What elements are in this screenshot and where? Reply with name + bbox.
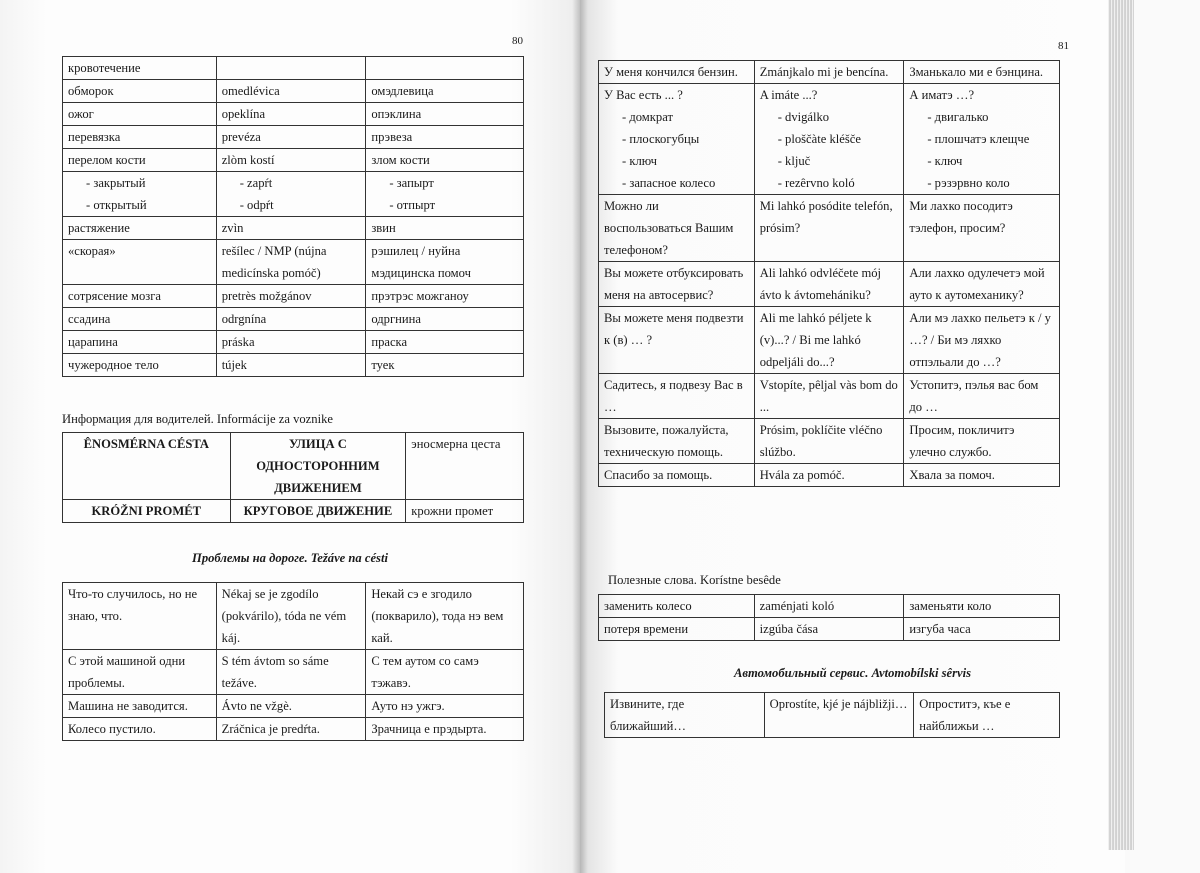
cell: Nékaj se je zgodílo (pokvárilo), tóda ne vém káj. — [216, 583, 366, 650]
cell — [216, 57, 366, 80]
cell: Просим, покличитэ улечно службо. — [904, 419, 1060, 464]
cell: rešílec / NMP (nújna medicínska pomóč) — [216, 240, 366, 285]
cell: Prósim, poklíčite vléčno slúžbo. — [754, 419, 904, 464]
cell-text: - ključ — [777, 154, 811, 168]
right-page — [580, 0, 1125, 873]
table-row — [63, 217, 524, 240]
cell-text: - двигалько — [927, 110, 989, 124]
cell: práska — [216, 331, 366, 354]
sign-cell: ÊNOSMÉRNA CÉSTA — [63, 433, 231, 500]
cell: zvìn — [216, 217, 366, 240]
cell: ссадина — [63, 308, 217, 331]
table-row — [63, 103, 524, 126]
sign-cell: КРУГОВОЕ ДВИЖЕНИЕ — [230, 500, 406, 523]
cell — [599, 84, 755, 195]
cell: У меня кончился бензин. — [599, 61, 755, 84]
table-row — [63, 331, 524, 354]
cell: заменить колесо — [599, 595, 755, 618]
sign-cell: УЛИЦА С ОДНОСТОРОННИМ ДВИЖЕНИЕМ — [230, 433, 406, 500]
cell-text: - рэзэрвно коло — [927, 176, 1010, 190]
page-number-left: 80 — [512, 35, 523, 47]
cell: Mi lahkó posódite telefón, prósim? — [754, 195, 904, 262]
cell-text: - отпырт — [389, 198, 436, 212]
cell: перевязка — [63, 126, 217, 149]
cell: Ávto ne vžgè. — [216, 695, 366, 718]
cell: tújek — [216, 354, 366, 377]
cell: звин — [366, 217, 524, 240]
table-row — [63, 354, 524, 377]
cell: omedlévica — [216, 80, 366, 103]
cell: Ali me lahkó péljete k (v)...? / Bi me lahkó odpeljáli do...? — [754, 307, 904, 374]
cell: Ми лахко посодитэ тэлефон, просим? — [904, 195, 1060, 262]
cell: рэшилец / нуйна мэдицинска помоч — [366, 240, 524, 285]
cell: омэдлевица — [366, 80, 524, 103]
cell: S tém ávtom so sáme težáve. — [216, 650, 366, 695]
phrases-table — [598, 60, 1060, 487]
cell: Али лахко одулечетэ мой ауто к аутомеханику? — [904, 262, 1060, 307]
cell: Зманькало ми е бэнцина. — [904, 61, 1060, 84]
cell: opeklína — [216, 103, 366, 126]
useful-words-table — [598, 594, 1060, 641]
cell-text: - домкрат — [622, 110, 673, 124]
table-row — [63, 149, 524, 172]
cell-text: - запасное колесо — [622, 176, 716, 190]
table-row — [63, 80, 524, 103]
table-row — [599, 307, 1060, 374]
book-spine-shadow — [572, 0, 588, 873]
table-row — [605, 693, 1060, 738]
cell: Вы можете отбуксировать меня на автосервис? — [599, 262, 755, 307]
table-row — [63, 57, 524, 80]
cell: Вы можете меня подвезти к (в) … ? — [599, 307, 755, 374]
cell — [366, 172, 524, 217]
page-edges — [1108, 0, 1134, 850]
table-row — [63, 308, 524, 331]
cell: «скорая» — [63, 240, 217, 285]
sign-cell: крожни промет — [406, 500, 524, 523]
cell-text: - ploščàte kléšče — [777, 132, 861, 146]
cell: обморок — [63, 80, 217, 103]
cell-text: У Вас есть ... ? — [604, 88, 683, 102]
cell: праска — [366, 331, 524, 354]
cell-text: - ключ — [927, 154, 963, 168]
table-row — [63, 172, 524, 217]
cell: опэклина — [366, 103, 524, 126]
cell: растяжение — [63, 217, 217, 240]
cell: изгуба часа — [904, 618, 1060, 641]
table-row — [63, 240, 524, 285]
cell: одргнина — [366, 308, 524, 331]
cell: Зрачница е прэдырта. — [366, 718, 524, 741]
cell-text: А иматэ …? — [909, 88, 975, 102]
cell: прэтрэс можганоу — [366, 285, 524, 308]
table-row — [63, 583, 524, 650]
cell-text: A imáte ...? — [759, 88, 818, 102]
cell: Oprostíte, kjé je nájbližji… — [764, 693, 914, 738]
cell: odrgnína — [216, 308, 366, 331]
cell: туек — [366, 354, 524, 377]
cell — [754, 84, 904, 195]
table-row — [63, 650, 524, 695]
cell: Хвала за помоч. — [904, 464, 1060, 487]
cell: Ali lahkó odvléčete mój ávto k ávtomehániku? — [754, 262, 904, 307]
table-row — [599, 618, 1060, 641]
cell: чужеродное тело — [63, 354, 217, 377]
cell — [366, 57, 524, 80]
cell: заменьяти коло — [904, 595, 1060, 618]
cell: Ауто нэ ужгэ. — [366, 695, 524, 718]
table-row — [63, 433, 524, 500]
table-row — [599, 61, 1060, 84]
cell: Спасибо за помощь. — [599, 464, 755, 487]
cell-text: - плошчатэ клещче — [927, 132, 1030, 146]
table-row — [63, 500, 524, 523]
cell-text: - rezêrvno koló — [777, 176, 855, 190]
cell — [904, 84, 1060, 195]
cell: сотрясение мозга — [63, 285, 217, 308]
useful-words-heading: Полезные слова. Korístne besêde — [608, 573, 781, 587]
cell: Машина не заводится. — [63, 695, 217, 718]
cell: потеря времени — [599, 618, 755, 641]
table-row — [599, 595, 1060, 618]
sign-cell: эносмерна цеста — [406, 433, 524, 500]
cell: прэвеза — [366, 126, 524, 149]
table-row — [599, 84, 1060, 195]
cell: Что-то случилось, но не знаю, что. — [63, 583, 217, 650]
cell — [216, 172, 366, 217]
cell: Vstopíte, pêljal vàs bom do ... — [754, 374, 904, 419]
cell-text: - плоскогубцы — [622, 132, 700, 146]
table-row — [63, 718, 524, 741]
cell-text: - открытый — [86, 198, 147, 212]
cell: С тем аутом со самэ тэжавэ. — [366, 650, 524, 695]
table-row — [63, 126, 524, 149]
cell-text: - ключ — [622, 154, 658, 168]
cell: Извините, где ближайший… — [605, 693, 765, 738]
table-row — [599, 464, 1060, 487]
cell-text: - закрытый — [86, 176, 146, 190]
problems-table — [62, 582, 524, 741]
cell-text: - запырт — [389, 176, 434, 190]
table-row — [599, 195, 1060, 262]
auto-service-table — [604, 692, 1060, 738]
cell: ожог — [63, 103, 217, 126]
cell — [63, 172, 217, 217]
cell: izgúba čása — [754, 618, 904, 641]
page-number-right: 81 — [1058, 40, 1069, 52]
sign-cell: KRÓŽNI PROMÉT — [63, 500, 231, 523]
cell-text: - odpŕt — [239, 198, 274, 212]
cell: царапина — [63, 331, 217, 354]
drivers-heading: Информация для водителей. Informácije za voznike — [62, 412, 333, 426]
table-row — [599, 419, 1060, 464]
cell: С этой машиной одни проблемы. — [63, 650, 217, 695]
table-row — [63, 695, 524, 718]
cell: Опроститэ, къе е найближьи … — [914, 693, 1060, 738]
cell: Можно ли воспользоваться Вашим телефоном? — [599, 195, 755, 262]
auto-service-heading: Автомобильный сервис. Avtomobílski sêrvis — [733, 666, 972, 680]
cell: zlòm kostí — [216, 149, 366, 172]
cell: кровотечение — [63, 57, 217, 80]
cell: Садитесь, я подвезу Вас в … — [599, 374, 755, 419]
left-page — [0, 0, 580, 873]
cell: pretrès možgánov — [216, 285, 366, 308]
table-row — [599, 374, 1060, 419]
cell: Али мэ лахко пельетэ к / у …? / Би мэ ляхко отпэльали до …? — [904, 307, 1060, 374]
cell-text: - zapŕt — [239, 176, 273, 190]
cell: Устопитэ, пэлья вас бом до … — [904, 374, 1060, 419]
cell: злом кости — [366, 149, 524, 172]
cell: Zmánjkalo mi je bencína. — [754, 61, 904, 84]
vocab-table — [62, 56, 524, 377]
cell-text: - dvigálko — [777, 110, 830, 124]
cell: Zráčnica je predŕta. — [216, 718, 366, 741]
background-right — [1134, 0, 1200, 873]
cell: Некай сэ е згодило (покварило), тода нэ вем кай. — [366, 583, 524, 650]
cell: Колесо пустило. — [63, 718, 217, 741]
cell: Hvála za pomóč. — [754, 464, 904, 487]
cell: prevéza — [216, 126, 366, 149]
cell: перелом кости — [63, 149, 217, 172]
road-signs-table — [62, 432, 524, 523]
cell: zaménjati koló — [754, 595, 904, 618]
problems-heading: Проблемы на дороге. Težáve na césti — [192, 551, 388, 565]
table-row — [63, 285, 524, 308]
cell: Вызовите, пожалуйста, техническую помощь. — [599, 419, 755, 464]
table-row — [599, 262, 1060, 307]
